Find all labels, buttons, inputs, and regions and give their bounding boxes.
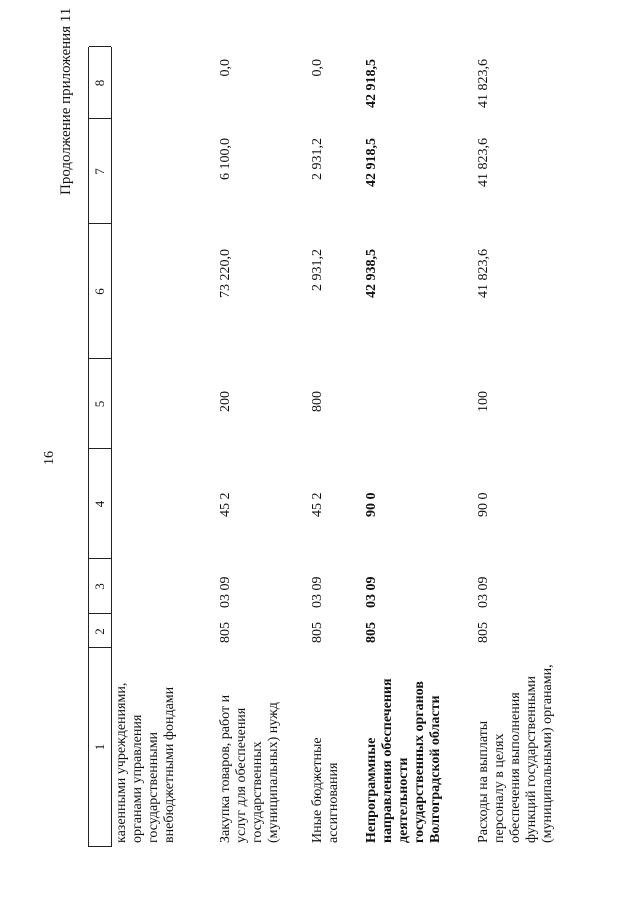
col5-value: 800 — [310, 391, 325, 412]
row-name: Непрограммные направления обеспечения деятельности государственных органов Волгоградской области — [364, 678, 443, 843]
col8-value: 42 918,5 — [364, 59, 379, 108]
row-name: Иные бюджетные ассигнования — [310, 737, 341, 843]
row-name: казенными учреждениями, органами управления государственными внебюджетными фондами — [114, 682, 177, 843]
col7-value: 41 823,6 — [476, 138, 491, 187]
col5-value: 200 — [218, 391, 233, 412]
page-number: 16 — [42, 451, 57, 465]
col3-value: 03 09 — [218, 576, 233, 608]
col6-value: 2 931,2 — [310, 249, 325, 291]
header-col-3: 3 — [89, 558, 111, 614]
row-name: Расходы на выплаты персоналу в целях обеспечения выполнения функций государственными (муниципальными) органами, — [476, 664, 555, 843]
col8-value: 41 823,6 — [476, 59, 491, 108]
col4-value: 90 0 — [476, 492, 491, 517]
col8-value: 0,0 — [218, 59, 233, 77]
col6-value: 73 220,0 — [218, 249, 233, 298]
header-col-8: 8 — [89, 46, 111, 119]
col4-value: 45 2 — [218, 492, 233, 517]
col5-value: 100 — [476, 391, 491, 412]
header-col-4: 4 — [89, 448, 111, 559]
header-col-7: 7 — [89, 118, 111, 224]
col6-value: 41 823,6 — [476, 249, 491, 298]
col3-value: 03 09 — [310, 576, 325, 608]
col4-value: 45 2 — [310, 492, 325, 517]
col2-value: 805 — [310, 622, 325, 643]
col7-value: 2 931,2 — [310, 138, 325, 180]
col2-value: 805 — [364, 622, 379, 643]
col8-value: 0,0 — [310, 59, 325, 77]
col2-value: 805 — [218, 622, 233, 643]
col3-value: 03 09 — [476, 576, 491, 608]
col7-value: 42 918,5 — [364, 138, 379, 187]
header-col-5: 5 — [89, 358, 111, 449]
col7-value: 6 100,0 — [218, 138, 233, 180]
col6-value: 42 938,5 — [364, 249, 379, 298]
table-header — [88, 47, 112, 847]
row-name: Закупка товаров, работ и услуг для обеспечения государственных (муниципальных) нужд — [218, 694, 281, 843]
appendix-note: Продолжение приложения 11 — [58, 7, 74, 195]
col2-value: 805 — [476, 622, 491, 643]
col3-value: 03 09 — [364, 576, 379, 608]
header-col-2: 2 — [89, 613, 111, 649]
header-col-1: 1 — [89, 647, 111, 847]
header-col-6: 6 — [89, 223, 111, 359]
col4-value: 90 0 — [364, 492, 379, 517]
